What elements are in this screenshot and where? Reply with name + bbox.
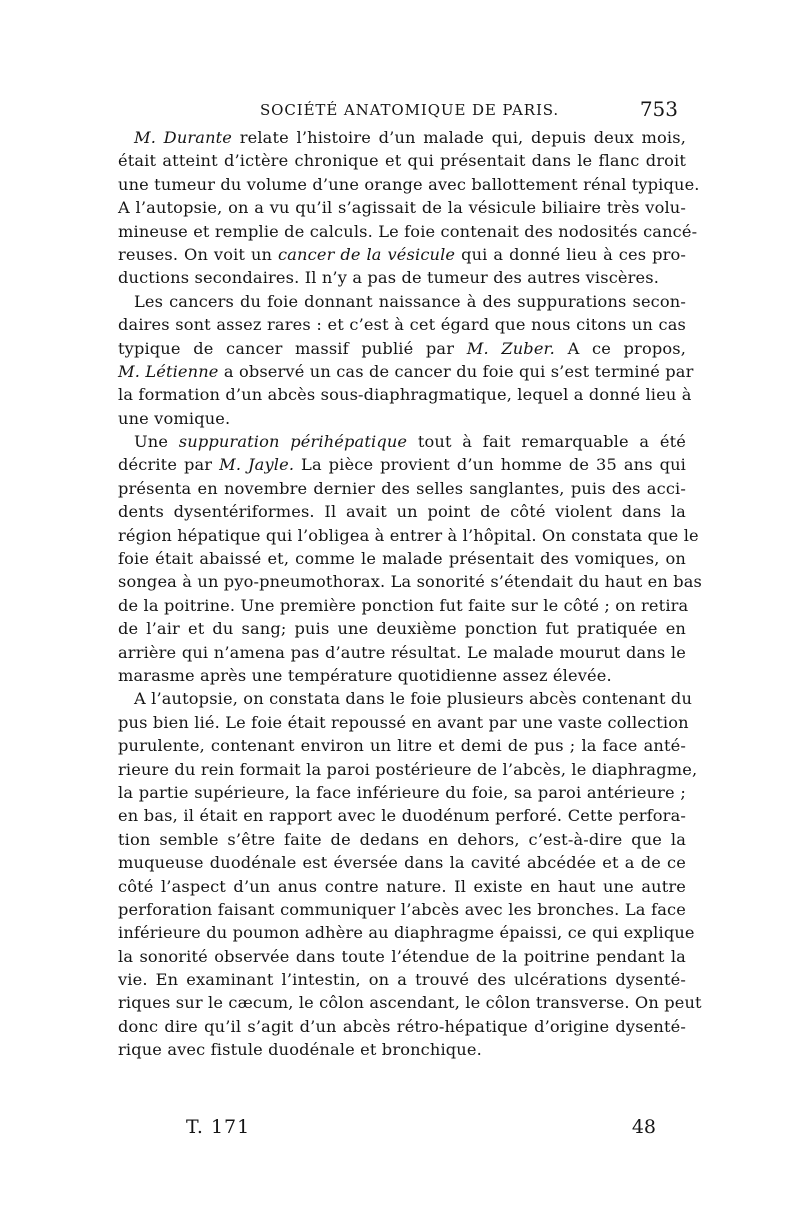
text-run: arrière qui n’amena pas d’autre résultat. Le malade mourut dans le: [118, 642, 686, 662]
italic-run: M. Zuber.: [466, 338, 555, 358]
text-line: [118, 898, 686, 921]
text-run: a observé un cas de cancer du foie qui s’est terminé par: [218, 361, 694, 381]
text-line: [118, 781, 686, 804]
text-run: dents dysentériformes. Il avait un point de côté violent dans la: [118, 502, 686, 522]
text-run: pus bien lié. Le foie était repoussé en avant par une vaste collection: [118, 712, 689, 732]
text-run: daires sont assez rares : et c’est à cet égard que nous citons un cas: [118, 315, 686, 335]
text-line: [118, 383, 692, 406]
text-line: [118, 290, 686, 313]
text-run: mineuse et remplie de calculs. Le foie contenait des nodosités cancé-: [118, 221, 698, 241]
text-run: purulente, contenant environ un litre et demi de pus ; la face anté-: [118, 736, 686, 756]
text-run: A l’autopsie, on constata dans le foie plusieurs abcès contenant du: [134, 689, 693, 709]
text-line: [118, 875, 686, 898]
text-run: songea à un pyo-pneumothorax. La sonorité s’étendait du haut en bas: [118, 572, 703, 592]
text-run: donc dire qu’il s’agit d’un abcès rétro-hépatique d’origine dysenté-: [118, 1016, 686, 1036]
text-line: [118, 594, 689, 617]
text-run: reuses. On voit un: [118, 244, 279, 264]
text-line: [118, 617, 686, 640]
text-line: [118, 804, 686, 827]
italic-run: M. Jayle.: [219, 455, 295, 475]
text-line: [118, 1015, 686, 1038]
text-run: La pièce provient d’un homme de 35 ans qui: [294, 455, 686, 475]
text-run: une tumeur du volume d’une orange avec ballottement rénal typique.: [118, 174, 700, 194]
text-run: la formation d’un abcès sous-diaphragmatique, lequel a donné lieu à: [118, 385, 692, 405]
text-run: A l’autopsie, on a vu qu’il s’agissait de la vésicule biliaire très volu-: [118, 198, 686, 218]
text-line: [118, 547, 686, 570]
text-run: A ce propos,: [554, 338, 686, 358]
text-line: [118, 430, 686, 453]
text-run: la sonorité observée dans toute l’étendue de la poitrine pendant la: [118, 946, 686, 966]
text-run: tion semble s’être faite de dedans en dehors, c’est-à-dire que la: [118, 829, 686, 849]
text-run: côté l’aspect d’un anus contre nature. Il existe en haut une autre: [118, 876, 686, 896]
running-title: SOCIÉTÉ ANATOMIQUE DE PARIS.: [260, 101, 560, 119]
body-text: [118, 126, 703, 1062]
text-run: une vomique.: [118, 408, 231, 428]
text-run: muqueuse duodénale est éversée dans la cavité abcédée et a de ce: [118, 853, 686, 873]
text-line: [118, 968, 686, 991]
paragraph: [118, 687, 702, 1061]
text-run: relate l’histoire d’un malade qui, depuis deux mois,: [232, 128, 687, 147]
running-header: [114, 97, 688, 123]
page-number: 753: [639, 97, 678, 121]
text-line: [118, 991, 702, 1014]
text-line: [118, 945, 686, 968]
paragraph: [118, 430, 703, 687]
text-line: [118, 758, 698, 781]
text-line: [118, 220, 698, 243]
text-line: [118, 711, 689, 734]
paragraph: [118, 290, 694, 430]
text-run: inférieure du poumon adhère au diaphragme épaissi, ce qui explique: [118, 923, 695, 943]
text-line: [118, 664, 686, 687]
italic-run: M. Létienne: [118, 361, 219, 381]
text-run: vie. En examinant l’intestin, on a trouvé des ulcérations dysenté-: [118, 970, 686, 990]
text-line: [118, 687, 693, 710]
text-line: [118, 1038, 686, 1061]
text-run: région hépatique qui l’obligea à entrer à l’hôpital. On constata que le: [118, 525, 699, 545]
text-line: [118, 570, 703, 593]
text-run: riques sur le cæcum, le côlon ascendant, le côlon transverse. On peut: [118, 993, 702, 1013]
text-run: de l’air et du sang; puis une deuxième ponction fut pratiquée en: [118, 619, 686, 639]
text-line: [118, 196, 686, 219]
text-line: [118, 828, 686, 851]
italic-run: cancer de la vésicule: [278, 244, 456, 264]
text-line: [118, 126, 686, 149]
volume-number: T. 171: [186, 1116, 251, 1138]
text-line: [118, 243, 686, 266]
text-line: [118, 524, 699, 547]
text-line: [118, 641, 686, 664]
text-run: perforation faisant communiquer l’abcès avec les bronches. La face: [118, 899, 686, 919]
text-line: [118, 851, 686, 874]
text-run: en bas, il était en rapport avec le duodénum perforé. Cette perfora-: [118, 806, 686, 826]
text-line: [118, 921, 695, 944]
text-run: marasme après une température quotidienne assez élevée.: [118, 665, 612, 685]
text-line: [118, 337, 686, 360]
text-run: tout à fait remarquable a été: [407, 432, 686, 452]
text-line: [118, 313, 686, 336]
text-run: Une: [134, 432, 179, 452]
text-run: décrite par: [118, 455, 220, 475]
text-line: [118, 500, 686, 523]
text-line: [118, 407, 686, 430]
text-line: [118, 734, 686, 757]
text-run: rique avec fistule duodénale et bronchique.: [118, 1040, 482, 1060]
text-run: foie était abaissé et, comme le malade présentait des vomiques, on: [118, 549, 686, 569]
text-run: ductions secondaires. Il n’y a pas de tumeur des autres viscères.: [118, 268, 660, 288]
text-run: typique de cancer massif publié par: [118, 338, 467, 358]
text-run: Les cancers du foie donnant naissance à des suppurations secon-: [134, 291, 686, 311]
text-run: était atteint d’ictère chronique et qui présentait dans le flanc droit: [118, 151, 686, 171]
text-line: [118, 360, 694, 383]
sheet-number: 48: [631, 1116, 656, 1138]
italic-run: suppuration périhépatique: [178, 432, 408, 452]
text-run: présenta en novembre dernier des selles sanglantes, puis des acci-: [118, 478, 686, 498]
italic-run: M. Durante: [134, 128, 233, 147]
text-run: qui a donné lieu à ces pro-: [455, 244, 687, 264]
text-run: rieure du rein formait la paroi postérieure de l’abcès, le diaphragme,: [118, 759, 698, 779]
text-line: [118, 453, 686, 476]
paragraph: [118, 126, 700, 290]
text-line: [118, 173, 700, 196]
text-run: de la poitrine. Une première ponction fut faite sur le côté ; on retira: [118, 595, 689, 615]
text-line: [118, 477, 686, 500]
printer-signature-line: [186, 1116, 656, 1144]
text-run: la partie supérieure, la face inférieure du foie, sa paroi antérieure ;: [118, 782, 686, 802]
text-line: [118, 149, 686, 172]
text-line: [118, 266, 686, 289]
